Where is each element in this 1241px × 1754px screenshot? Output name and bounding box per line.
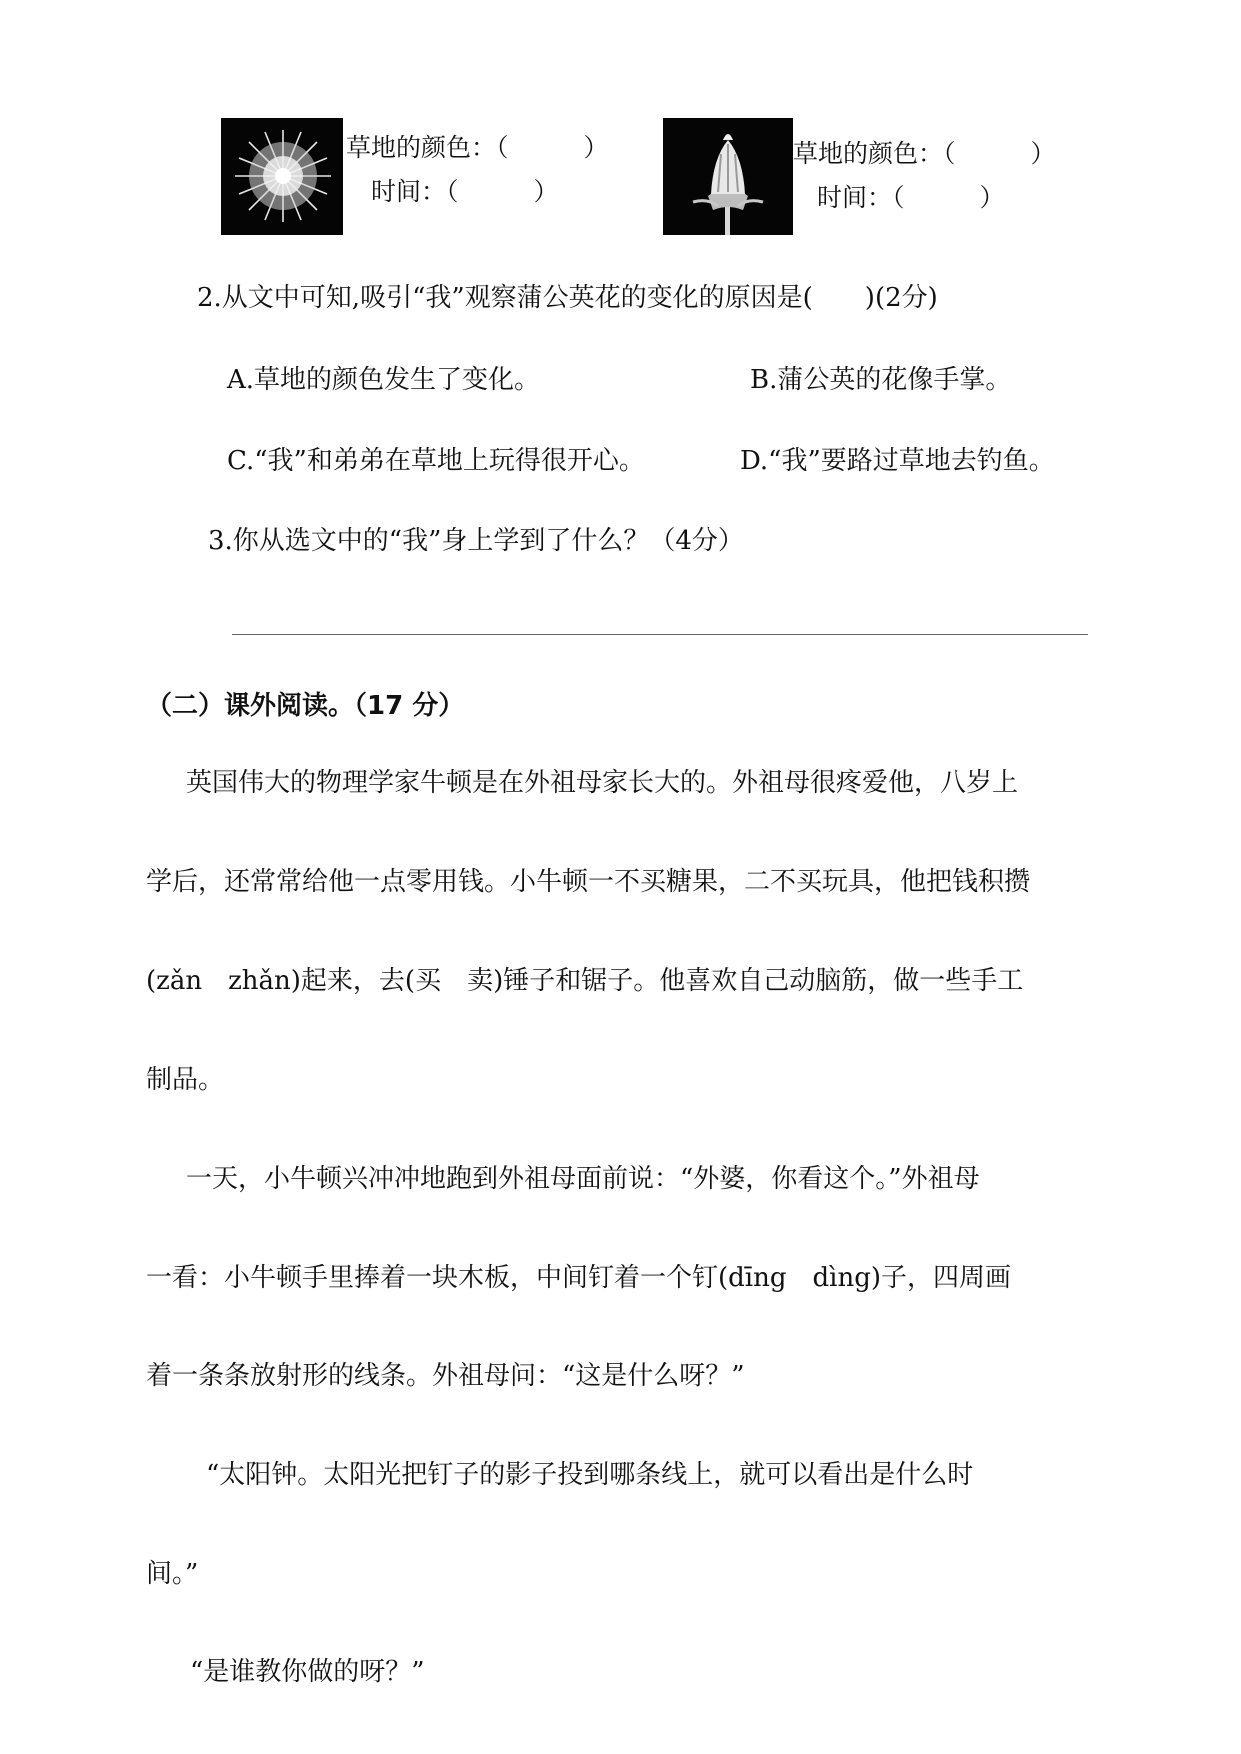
right-grass-color-label: 草地的颜色：（ ） xyxy=(793,139,1056,168)
dandelion-bloom-image xyxy=(221,118,343,235)
passage-line-9: 间。” xyxy=(146,1559,199,1589)
question-2: 2.从文中可知,吸引“我”观察蒲公英花的变化的原因是( )(2分) xyxy=(197,283,938,313)
question-3: 3.你从选文中的“我”身上学到了什么？（4分） xyxy=(208,526,744,556)
dandelion-closed-image xyxy=(663,118,793,235)
passage-line-2: 学后，还常常给他一点零用钱。小牛顿一不买糖果，二不买玩具，他把钱积攒 xyxy=(146,867,1031,897)
passage-line-8: “太阳钟。太阳光把钉子的影子投到哪条线上，就可以看出是什么时 xyxy=(206,1460,974,1490)
right-time-label: 时间：（ ） xyxy=(817,183,1005,212)
passage-line-10: “是谁教你做的呀？” xyxy=(190,1657,425,1687)
left-grass-color-label: 草地的颜色：（ ） xyxy=(346,133,609,162)
question-2-option-d: D.“我”要路过草地去钓鱼。 xyxy=(740,446,1055,476)
passage-line-3: (zǎn zhǎn)起来，去(买 卖)锤子和锯子。他喜欢自己动脑筋，做一些手工 xyxy=(146,966,1024,996)
answer-line xyxy=(232,634,1088,635)
question-2-option-b: B.蒲公英的花像手掌。 xyxy=(750,365,1012,395)
question-2-option-a: A.草地的颜色发生了变化。 xyxy=(227,365,541,395)
question-2-option-c: C.“我”和弟弟在草地上玩得很开心。 xyxy=(227,446,645,476)
section-title: （二）课外阅读。（17 分） xyxy=(146,691,465,721)
passage-line-1: 英国伟大的物理学家牛顿是在外祖母家长大的。外祖母很疼爱他，八岁上 xyxy=(186,768,1019,798)
passage-line-5: 一天，小牛顿兴冲冲地跑到外祖母面前说：“外婆，你看这个。”外祖母 xyxy=(186,1164,980,1194)
passage-line-6: 一看：小牛顿手里捧着一块木板，中间钉着一个钉(dīng dìng)子，四周画 xyxy=(146,1263,1011,1293)
left-time-label: 时间：（ ） xyxy=(371,177,559,206)
passage-line-4: 制品。 xyxy=(146,1065,225,1095)
passage-line-7: 着一条条放射形的线条。外祖母问：“这是什么呀？” xyxy=(146,1361,745,1391)
